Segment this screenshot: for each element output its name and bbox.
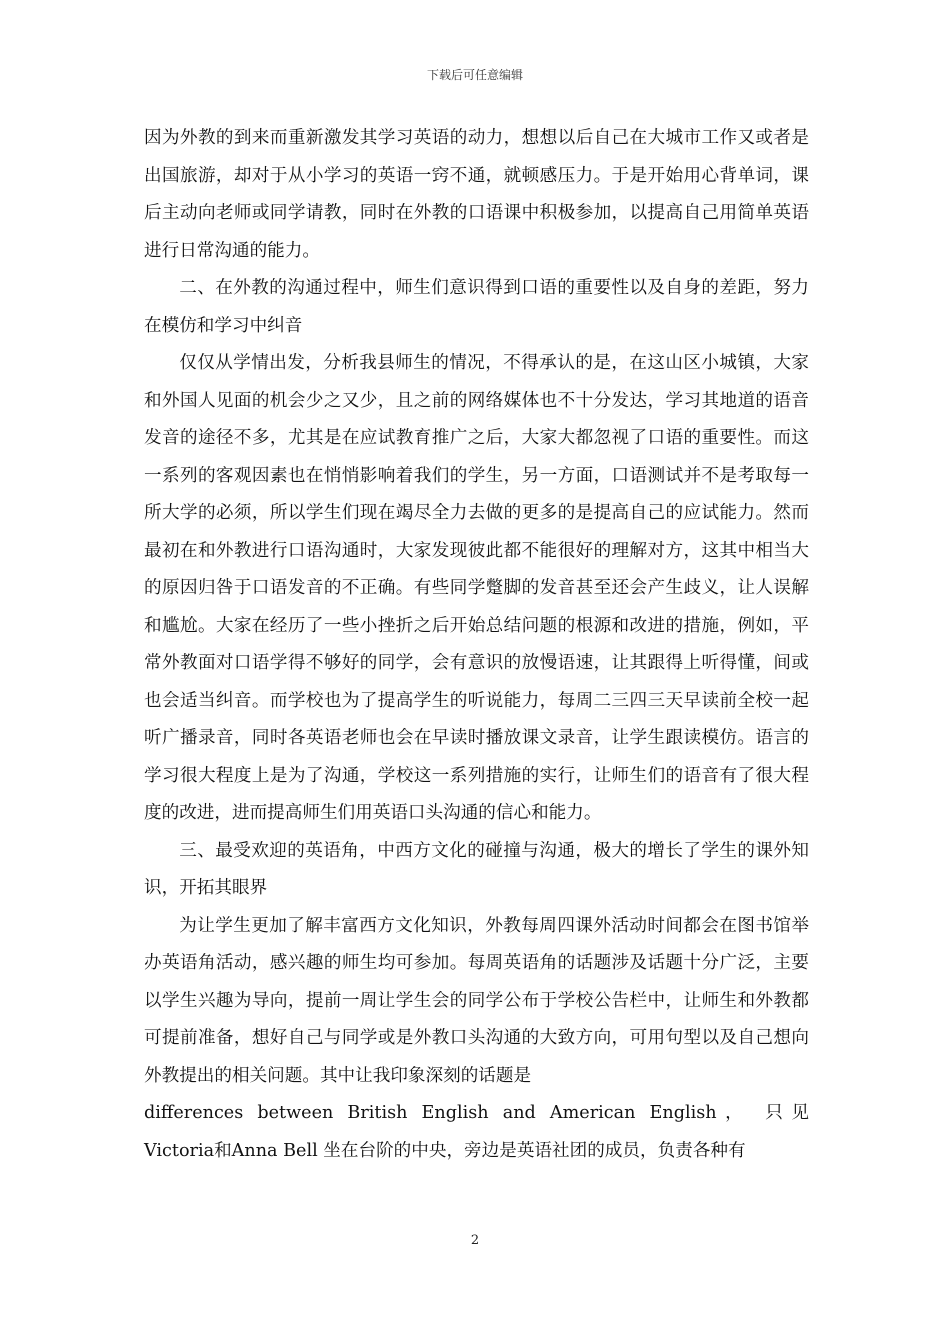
page-header: 下载后可任意编辑 — [426, 68, 523, 82]
page-number: 2 — [470, 1233, 480, 1248]
paragraph-pronunciation: 仅仅从学情出发，分析我县师生的情况，不得承认的是，在这山区小城镇，大家和外国人见面的机会少之又少，且之前的网络媒体也不十分发达，学习其地道的语音发音的途径不多，尤其是在应试教育推广之后，大家大都忽视了口语的重要性。而这一系列的客观因素也在悄悄影响着我们的学生，另一方面，口语测试并不是考取每一所大学的必须，所以学生们现在竭尽全力去做的更多的是提高自己的应试能力。然而最初在和外教进行口语沟通时，大家发现彼此都不能很好的理解对方，这其中相当大的原因归咎于口语发音的不正确。有些同学蹩脚的发音甚至还会产生歧义，让人误解和尴尬。大家在经历了一些小挫折之后开始总结问题的根源和改进的措施，例如，平常外教面对口语学得不够好的同学，会有意识的放慢语速，让其跟得上听得懂，间或也会适当纠音。而学校也为了提高学生的听说能力，每周二三四三天早读前全校一起听广播录音，同时各英语老师也会在早读时播放课文录音，让学生跟读模仿。语言的学习很大程度上是为了沟通，学校这一系列措施的实行，让师生们的语音有了很大程度的改进，进而提高师生们用英语口头沟通的信心和能力。 — [144, 353, 809, 823]
document-body — [144, 120, 809, 1170]
paragraph-english-corner: 为让学生更加了解丰富西方文化知识，外教每周四课外活动时间都会在图书馆举办英语角活动，感兴趣的师生均可参加。每周英语角的话题涉及话题十分广泛，主要以学生兴趣为导向，提前一周让学生会的同学公布于学校公告栏中，让师生和外教都可提前准备，想好自己与同学或是外教口头沟通的大致方向，可用句型以及自己想向外教提出的相关问题。其中让我印象深刻的话题是 — [144, 915, 809, 1086]
english-topic-line: differences between British English and American English， 只见 — [144, 1103, 809, 1123]
last-line: Victoria和Anna Bell 坐在台阶的中央，旁边是英语社团的成员，负责各种有 — [144, 1140, 746, 1161]
section-heading-three: 三、最受欢迎的英语角，中西方文化的碰撞与沟通，极大的增长了学生的课外知识，开拓其眼界 — [144, 840, 809, 898]
paragraph-continuation: 因为外教的到来而重新激发其学习英语的动力，想想以后自己在大城市工作又或者是出国旅游，却对于从小学习的英语一窍不通，就顿感压力。于是开始用心背单词，课后主动向老师或同学请教，同时在外教的口语课中积极参加，以提高自己用简单英语进行日常沟通的能力。 — [144, 128, 809, 261]
section-heading-two: 二、在外教的沟通过程中，师生们意识得到口语的重要性以及自身的差距，努力在模仿和学习中纠音 — [144, 278, 809, 336]
